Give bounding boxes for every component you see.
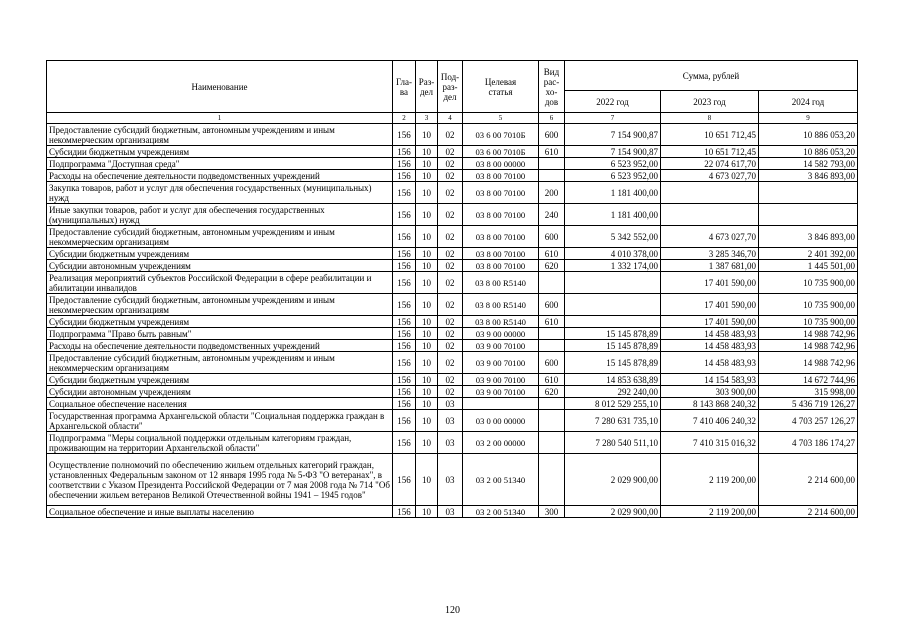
row-name: Предоставление субсидий бюджетным, автономным учреждениям и иным некоммерческим организациям [47, 124, 393, 146]
col-number: 7 [565, 113, 661, 124]
row-sum-2022: 2 029 900,00 [565, 454, 661, 506]
row-glava: 156 [393, 124, 416, 146]
table-row [47, 294, 858, 316]
row-sum-2023: 17 401 590,00 [661, 294, 759, 316]
row-razdel: 10 [416, 374, 438, 386]
row-sum-2022: 15 145 878,89 [565, 340, 661, 352]
row-name: Подпрограмма "Право быть равным" [47, 328, 393, 340]
row-podrazdel: 02 [438, 352, 463, 374]
col-number: 4 [438, 113, 463, 124]
row-podrazdel: 02 [438, 248, 463, 260]
row-razdel: 10 [416, 124, 438, 146]
row-razdel: 10 [416, 454, 438, 506]
col-number: 9 [759, 113, 858, 124]
row-sum-2024: 315 998,00 [759, 386, 858, 398]
row-target: 03 8 00 00000 [463, 158, 539, 170]
row-sum-2023: 4 673 027,70 [661, 226, 759, 248]
row-name: Расходы на обеспечение деятельности подведомственных учреждений [47, 170, 393, 182]
row-vid: 610 [539, 316, 565, 328]
row-razdel: 10 [416, 182, 438, 204]
row-sum-2022: 5 342 552,00 [565, 226, 661, 248]
row-sum-2023: 7 410 406 240,32 [661, 410, 759, 432]
row-sum-2023: 4 673 027,70 [661, 170, 759, 182]
row-sum-2022: 292 240,00 [565, 386, 661, 398]
row-sum-2024: 2 214 600,00 [759, 506, 858, 518]
row-podrazdel: 02 [438, 340, 463, 352]
row-sum-2022: 8 012 529 255,10 [565, 398, 661, 410]
row-glava: 156 [393, 248, 416, 260]
row-sum-2024: 10 886 053,20 [759, 124, 858, 146]
row-target: 03 9 00 70100 [463, 374, 539, 386]
header-2023: 2023 год [661, 91, 759, 113]
row-sum-2023 [661, 204, 759, 226]
header-2022: 2022 год [565, 91, 661, 113]
row-glava: 156 [393, 260, 416, 272]
row-sum-2022 [565, 294, 661, 316]
row-glava: 156 [393, 398, 416, 410]
row-name: Предоставление субсидий бюджетным, автономным учреждениям и иным некоммерческим организациям [47, 294, 393, 316]
row-sum-2024: 5 436 719 126,27 [759, 398, 858, 410]
row-glava: 156 [393, 432, 416, 454]
table-row [47, 386, 858, 398]
row-target [463, 398, 539, 410]
row-target: 03 8 00 R5140 [463, 272, 539, 294]
row-sum-2022: 15 145 878,89 [565, 352, 661, 374]
row-name: Государственная программа Архангельской области "Социальная поддержка граждан в Архангельской области" [47, 410, 393, 432]
row-name: Предоставление субсидий бюджетным, автономным учреждениям и иным некоммерческим организациям [47, 226, 393, 248]
row-name: Субсидии бюджетным учреждениям [47, 146, 393, 158]
header-razdel: Раз- дел [416, 61, 438, 113]
row-sum-2023: 7 410 315 016,32 [661, 432, 759, 454]
row-sum-2022: 6 523 952,00 [565, 158, 661, 170]
row-target: 03 6 00 7010Б [463, 124, 539, 146]
row-vid: 620 [539, 386, 565, 398]
row-razdel: 10 [416, 158, 438, 170]
row-name: Закупка товаров, работ и услуг для обеспечения государственных (муниципальных) нужд [47, 182, 393, 204]
row-sum-2024: 4 703 186 174,27 [759, 432, 858, 454]
row-glava: 156 [393, 352, 416, 374]
row-glava: 156 [393, 374, 416, 386]
row-sum-2023: 303 900,00 [661, 386, 759, 398]
table-row [47, 158, 858, 170]
row-sum-2023: 17 401 590,00 [661, 316, 759, 328]
row-podrazdel: 03 [438, 432, 463, 454]
table-row [47, 398, 858, 410]
row-glava: 156 [393, 316, 416, 328]
row-sum-2022: 7 280 631 735,10 [565, 410, 661, 432]
row-sum-2023: 10 651 712,45 [661, 124, 759, 146]
row-podrazdel: 02 [438, 260, 463, 272]
col-number: 5 [463, 113, 539, 124]
row-target: 03 2 00 00000 [463, 432, 539, 454]
table-row [47, 146, 858, 158]
row-podrazdel: 03 [438, 506, 463, 518]
row-glava: 156 [393, 182, 416, 204]
row-name: Подпрограмма "Меры социальной поддержки отдельным категориям граждан, проживающим на территории Архангельской области" [47, 432, 393, 454]
row-sum-2024: 10 735 900,00 [759, 294, 858, 316]
table-row [47, 328, 858, 340]
row-target: 03 8 00 70100 [463, 204, 539, 226]
row-sum-2023: 10 651 712,45 [661, 146, 759, 158]
page-number: 120 [445, 605, 460, 616]
row-sum-2023: 2 119 200,00 [661, 506, 759, 518]
table-row [47, 506, 858, 518]
row-sum-2023: 14 154 583,93 [661, 374, 759, 386]
row-target: 03 6 00 7010Б [463, 146, 539, 158]
row-target: 03 8 00 R5140 [463, 294, 539, 316]
row-podrazdel: 02 [438, 272, 463, 294]
col-number: 8 [661, 113, 759, 124]
table-body [47, 124, 858, 518]
row-podrazdel: 02 [438, 316, 463, 328]
row-sum-2024: 2 401 392,00 [759, 248, 858, 260]
row-podrazdel: 02 [438, 158, 463, 170]
header-glava: Гла- ва [393, 61, 416, 113]
row-glava: 156 [393, 158, 416, 170]
row-vid [539, 410, 565, 432]
row-podrazdel: 02 [438, 328, 463, 340]
row-sum-2024: 14 988 742,96 [759, 340, 858, 352]
row-target: 03 8 00 70100 [463, 170, 539, 182]
table-row [47, 182, 858, 204]
row-vid: 300 [539, 506, 565, 518]
table-row [47, 340, 858, 352]
row-razdel: 10 [416, 260, 438, 272]
row-vid: 610 [539, 374, 565, 386]
row-glava: 156 [393, 340, 416, 352]
header-name: Наименование [47, 61, 393, 113]
row-vid: 610 [539, 146, 565, 158]
row-name: Субсидии автономным учреждениям [47, 386, 393, 398]
row-sum-2022: 7 154 900,87 [565, 146, 661, 158]
row-sum-2024: 10 735 900,00 [759, 316, 858, 328]
row-glava: 156 [393, 410, 416, 432]
row-sum-2024: 14 582 793,00 [759, 158, 858, 170]
table-row [47, 248, 858, 260]
row-razdel: 10 [416, 340, 438, 352]
row-sum-2024: 3 846 893,00 [759, 170, 858, 182]
row-target: 03 9 00 70100 [463, 386, 539, 398]
header-podrazdel: Под- раз- дел [438, 61, 463, 113]
row-razdel: 10 [416, 328, 438, 340]
row-target: 03 8 00 70100 [463, 226, 539, 248]
row-sum-2022: 1 181 400,00 [565, 204, 661, 226]
row-razdel: 10 [416, 248, 438, 260]
table-row [47, 226, 858, 248]
row-sum-2023: 14 458 483,93 [661, 328, 759, 340]
row-target: 03 9 00 70100 [463, 340, 539, 352]
row-sum-2022: 1 332 174,00 [565, 260, 661, 272]
row-vid: 600 [539, 352, 565, 374]
row-target: 03 8 00 70100 [463, 182, 539, 204]
row-sum-2023: 8 143 868 240,32 [661, 398, 759, 410]
row-podrazdel: 02 [438, 124, 463, 146]
row-sum-2024: 2 214 600,00 [759, 454, 858, 506]
row-vid [539, 398, 565, 410]
table-row [47, 352, 858, 374]
row-glava: 156 [393, 386, 416, 398]
row-sum-2022: 4 010 378,00 [565, 248, 661, 260]
header-target: Целевая статья [463, 61, 539, 113]
row-name: Субсидии автономным учреждениям [47, 260, 393, 272]
row-razdel: 10 [416, 294, 438, 316]
row-glava: 156 [393, 272, 416, 294]
row-sum-2022: 2 029 900,00 [565, 506, 661, 518]
row-target: 03 8 00 70100 [463, 248, 539, 260]
row-name: Иные закупки товаров, работ и услуг для обеспечения государственных (муниципальных) нужд [47, 204, 393, 226]
row-vid: 200 [539, 182, 565, 204]
row-vid: 620 [539, 260, 565, 272]
row-sum-2022 [565, 316, 661, 328]
row-name: Субсидии бюджетным учреждениям [47, 248, 393, 260]
row-razdel: 10 [416, 272, 438, 294]
row-sum-2023: 14 458 483,93 [661, 352, 759, 374]
row-sum-2024: 14 988 742,96 [759, 352, 858, 374]
budget-table [46, 60, 858, 518]
row-vid [539, 432, 565, 454]
row-target: 03 9 00 70100 [463, 352, 539, 374]
row-razdel: 10 [416, 386, 438, 398]
row-vid: 240 [539, 204, 565, 226]
row-name: Социальное обеспечение населения [47, 398, 393, 410]
row-name: Реализация мероприятий субъектов Российской Федерации в сфере реабилитации и абилитации инвалидов [47, 272, 393, 294]
row-podrazdel: 02 [438, 170, 463, 182]
table-row [47, 124, 858, 146]
row-sum-2023: 22 074 617,70 [661, 158, 759, 170]
row-sum-2022: 14 853 638,89 [565, 374, 661, 386]
row-razdel: 10 [416, 170, 438, 182]
row-name: Социальное обеспечение и иные выплаты населению [47, 506, 393, 518]
row-sum-2024 [759, 182, 858, 204]
row-podrazdel: 02 [438, 146, 463, 158]
row-sum-2022 [565, 272, 661, 294]
row-sum-2024: 10 886 053,20 [759, 146, 858, 158]
row-sum-2024: 10 735 900,00 [759, 272, 858, 294]
table-row [47, 410, 858, 432]
row-sum-2023: 17 401 590,00 [661, 272, 759, 294]
row-razdel: 10 [416, 432, 438, 454]
table-row [47, 260, 858, 272]
row-vid [539, 158, 565, 170]
row-target: 03 0 00 00000 [463, 410, 539, 432]
row-podrazdel: 02 [438, 226, 463, 248]
row-name: Субсидии бюджетным учреждениям [47, 374, 393, 386]
row-name: Предоставление субсидий бюджетным, автономным учреждениям и иным некоммерческим организациям [47, 352, 393, 374]
row-vid: 600 [539, 294, 565, 316]
row-sum-2024 [759, 204, 858, 226]
row-name: Субсидии бюджетным учреждениям [47, 316, 393, 328]
row-razdel: 10 [416, 226, 438, 248]
row-vid: 600 [539, 124, 565, 146]
col-number: 6 [539, 113, 565, 124]
table-row [47, 316, 858, 328]
table-row [47, 204, 858, 226]
row-sum-2023: 3 285 346,70 [661, 248, 759, 260]
row-sum-2023: 2 119 200,00 [661, 454, 759, 506]
row-name: Подпрограмма "Доступная среда" [47, 158, 393, 170]
row-target: 03 8 00 70100 [463, 260, 539, 272]
row-podrazdel: 03 [438, 410, 463, 432]
row-razdel: 10 [416, 146, 438, 158]
row-sum-2024: 3 846 893,00 [759, 226, 858, 248]
row-target: 03 2 00 51340 [463, 454, 539, 506]
row-glava: 156 [393, 146, 416, 158]
row-glava: 156 [393, 506, 416, 518]
row-podrazdel: 03 [438, 454, 463, 506]
row-razdel: 10 [416, 506, 438, 518]
row-sum-2023: 1 387 681,00 [661, 260, 759, 272]
row-sum-2023 [661, 182, 759, 204]
header-vid: Вид рас- хо- дов [539, 61, 565, 113]
row-razdel: 10 [416, 352, 438, 374]
row-sum-2023: 14 458 483,93 [661, 340, 759, 352]
table-row [47, 170, 858, 182]
table-row [47, 432, 858, 454]
row-vid: 600 [539, 226, 565, 248]
row-sum-2024: 4 703 257 126,27 [759, 410, 858, 432]
row-sum-2024: 14 672 744,96 [759, 374, 858, 386]
row-glava: 156 [393, 226, 416, 248]
column-numbers-row [47, 113, 858, 124]
table-row [47, 454, 858, 506]
row-sum-2022: 1 181 400,00 [565, 182, 661, 204]
row-razdel: 10 [416, 410, 438, 432]
row-glava: 156 [393, 170, 416, 182]
row-glava: 156 [393, 294, 416, 316]
row-sum-2022: 7 154 900,87 [565, 124, 661, 146]
row-vid: 610 [539, 248, 565, 260]
row-sum-2024: 14 988 742,96 [759, 328, 858, 340]
table-row [47, 272, 858, 294]
row-vid [539, 340, 565, 352]
row-razdel: 10 [416, 204, 438, 226]
row-target: 03 2 00 51340 [463, 506, 539, 518]
row-razdel: 10 [416, 316, 438, 328]
row-glava: 156 [393, 454, 416, 506]
row-podrazdel: 02 [438, 386, 463, 398]
row-name: Расходы на обеспечение деятельности подведомственных учреждений [47, 340, 393, 352]
row-razdel: 10 [416, 398, 438, 410]
row-glava: 156 [393, 204, 416, 226]
row-target: 03 9 00 00000 [463, 328, 539, 340]
row-target: 03 8 00 R5140 [463, 316, 539, 328]
header-sum: Сумма, рублей [565, 61, 858, 91]
row-vid [539, 328, 565, 340]
row-podrazdel: 02 [438, 374, 463, 386]
row-name: Осуществление полномочий по обеспечению жильем отдельных категорий граждан, установленных Федеральным законом от 12 января 1995 года № 5-ФЗ "О ветеранах", в соответствии с Указом Президента Российской Федерации от 7 мая 2008 года № 714 "Об обеспечении жильем ветеранов Великой Отечественной войны 1941 – 1945 годов" [47, 454, 393, 506]
row-podrazdel: 02 [438, 294, 463, 316]
row-glava: 156 [393, 328, 416, 340]
row-sum-2024: 1 445 501,00 [759, 260, 858, 272]
header-2024: 2024 год [759, 91, 858, 113]
col-number: 1 [47, 113, 393, 124]
col-number: 3 [416, 113, 438, 124]
row-sum-2022: 15 145 878,89 [565, 328, 661, 340]
row-podrazdel: 03 [438, 398, 463, 410]
row-podrazdel: 02 [438, 204, 463, 226]
row-podrazdel: 02 [438, 182, 463, 204]
table-row [47, 374, 858, 386]
col-number: 2 [393, 113, 416, 124]
row-sum-2022: 6 523 952,00 [565, 170, 661, 182]
row-vid [539, 272, 565, 294]
row-vid [539, 454, 565, 506]
row-vid [539, 170, 565, 182]
row-sum-2022: 7 280 540 511,10 [565, 432, 661, 454]
